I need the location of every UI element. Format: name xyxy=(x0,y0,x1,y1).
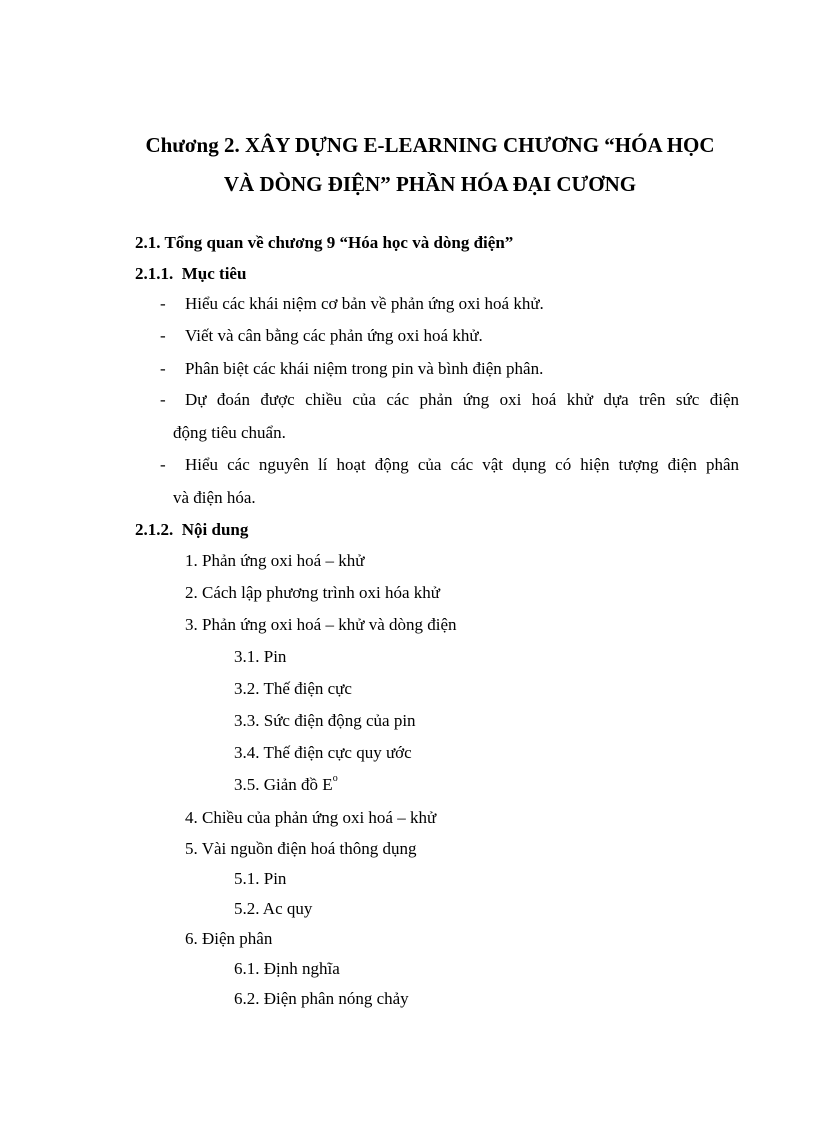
content-item: 5. Vài nguồn điện hoá thông dụng xyxy=(185,839,417,858)
content-subitem: 3.4. Thế điện cực quy ước xyxy=(234,743,412,762)
content-item: 1. Phản ứng oxi hoá – khử xyxy=(185,551,365,570)
content-item: 4. Chiều của phản ứng oxi hoá – khử xyxy=(185,808,437,827)
content-subitem: 6.1. Định nghĩa xyxy=(234,959,340,978)
content-item: 3. Phản ứng oxi hoá – khử và dòng điện xyxy=(185,615,457,634)
content-subitem: 3.1. Pin xyxy=(234,647,287,666)
content-subitem: 6.2. Điện phân nóng chảy xyxy=(234,989,409,1008)
bullet-dash: - xyxy=(160,359,166,378)
section-2-1-2-title: Nội dung xyxy=(181,520,249,539)
content-subitem xyxy=(234,775,338,795)
content-subitem: 3.2. Thế điện cực xyxy=(234,679,352,698)
bullet-dash: - xyxy=(160,455,166,474)
content-subitem: 5.2. Ac quy xyxy=(234,899,313,918)
objective-text-continuation: và điện hóa. xyxy=(173,488,256,507)
content-subitem-text: 3.5. Giản đồ E xyxy=(234,775,333,794)
section-2-1-2-number: 2.1.2. xyxy=(135,520,174,539)
content-item: 6. Điện phân xyxy=(185,929,273,948)
chapter-title-line-2: VÀ DÒNG ĐIỆN” PHẦN HÓA ĐẠI CƯƠNG xyxy=(223,172,637,196)
objective-text-continuation: động tiêu chuẩn. xyxy=(173,423,286,442)
bullet-dash: - xyxy=(160,390,166,409)
content-item: 2. Cách lập phương trình oxi hóa khử xyxy=(185,583,440,602)
section-2-1-heading: 2.1. Tổng quan về chương 9 “Hóa học và dòng điện” xyxy=(135,233,514,252)
section-2-1-2-heading xyxy=(135,520,248,540)
objective-text: Viết và cân bằng các phản ứng oxi hoá khử. xyxy=(185,326,483,345)
superscript-o: o xyxy=(332,773,338,785)
bullet-dash: - xyxy=(160,326,166,345)
section-2-1-1-heading xyxy=(135,264,246,284)
section-2-1-1-title: Mục tiêu xyxy=(181,264,247,283)
bullet-dash: - xyxy=(160,294,166,313)
objective-text: Dự đoán được chiều của các phản ứng oxi hoá khử dựa trên sức điện xyxy=(185,390,739,409)
objective-text: Phân biệt các khái niệm trong pin và bình điện phân. xyxy=(185,359,544,378)
content-subitem: 5.1. Pin xyxy=(234,869,287,888)
chapter-title-line-1: Chương 2. XÂY DỰNG E-LEARNING CHƯƠNG “HÓA HỌC xyxy=(145,133,715,157)
objective-text: Hiểu các nguyên lí hoạt động của các vật dụng có hiện tượng điện phân xyxy=(185,455,739,474)
content-subitem: 3.3. Sức điện động của pin xyxy=(234,711,416,730)
section-2-1-1-number: 2.1.1. xyxy=(135,264,174,283)
objective-text: Hiểu các khái niệm cơ bản về phản ứng oxi hoá khử. xyxy=(185,294,544,313)
